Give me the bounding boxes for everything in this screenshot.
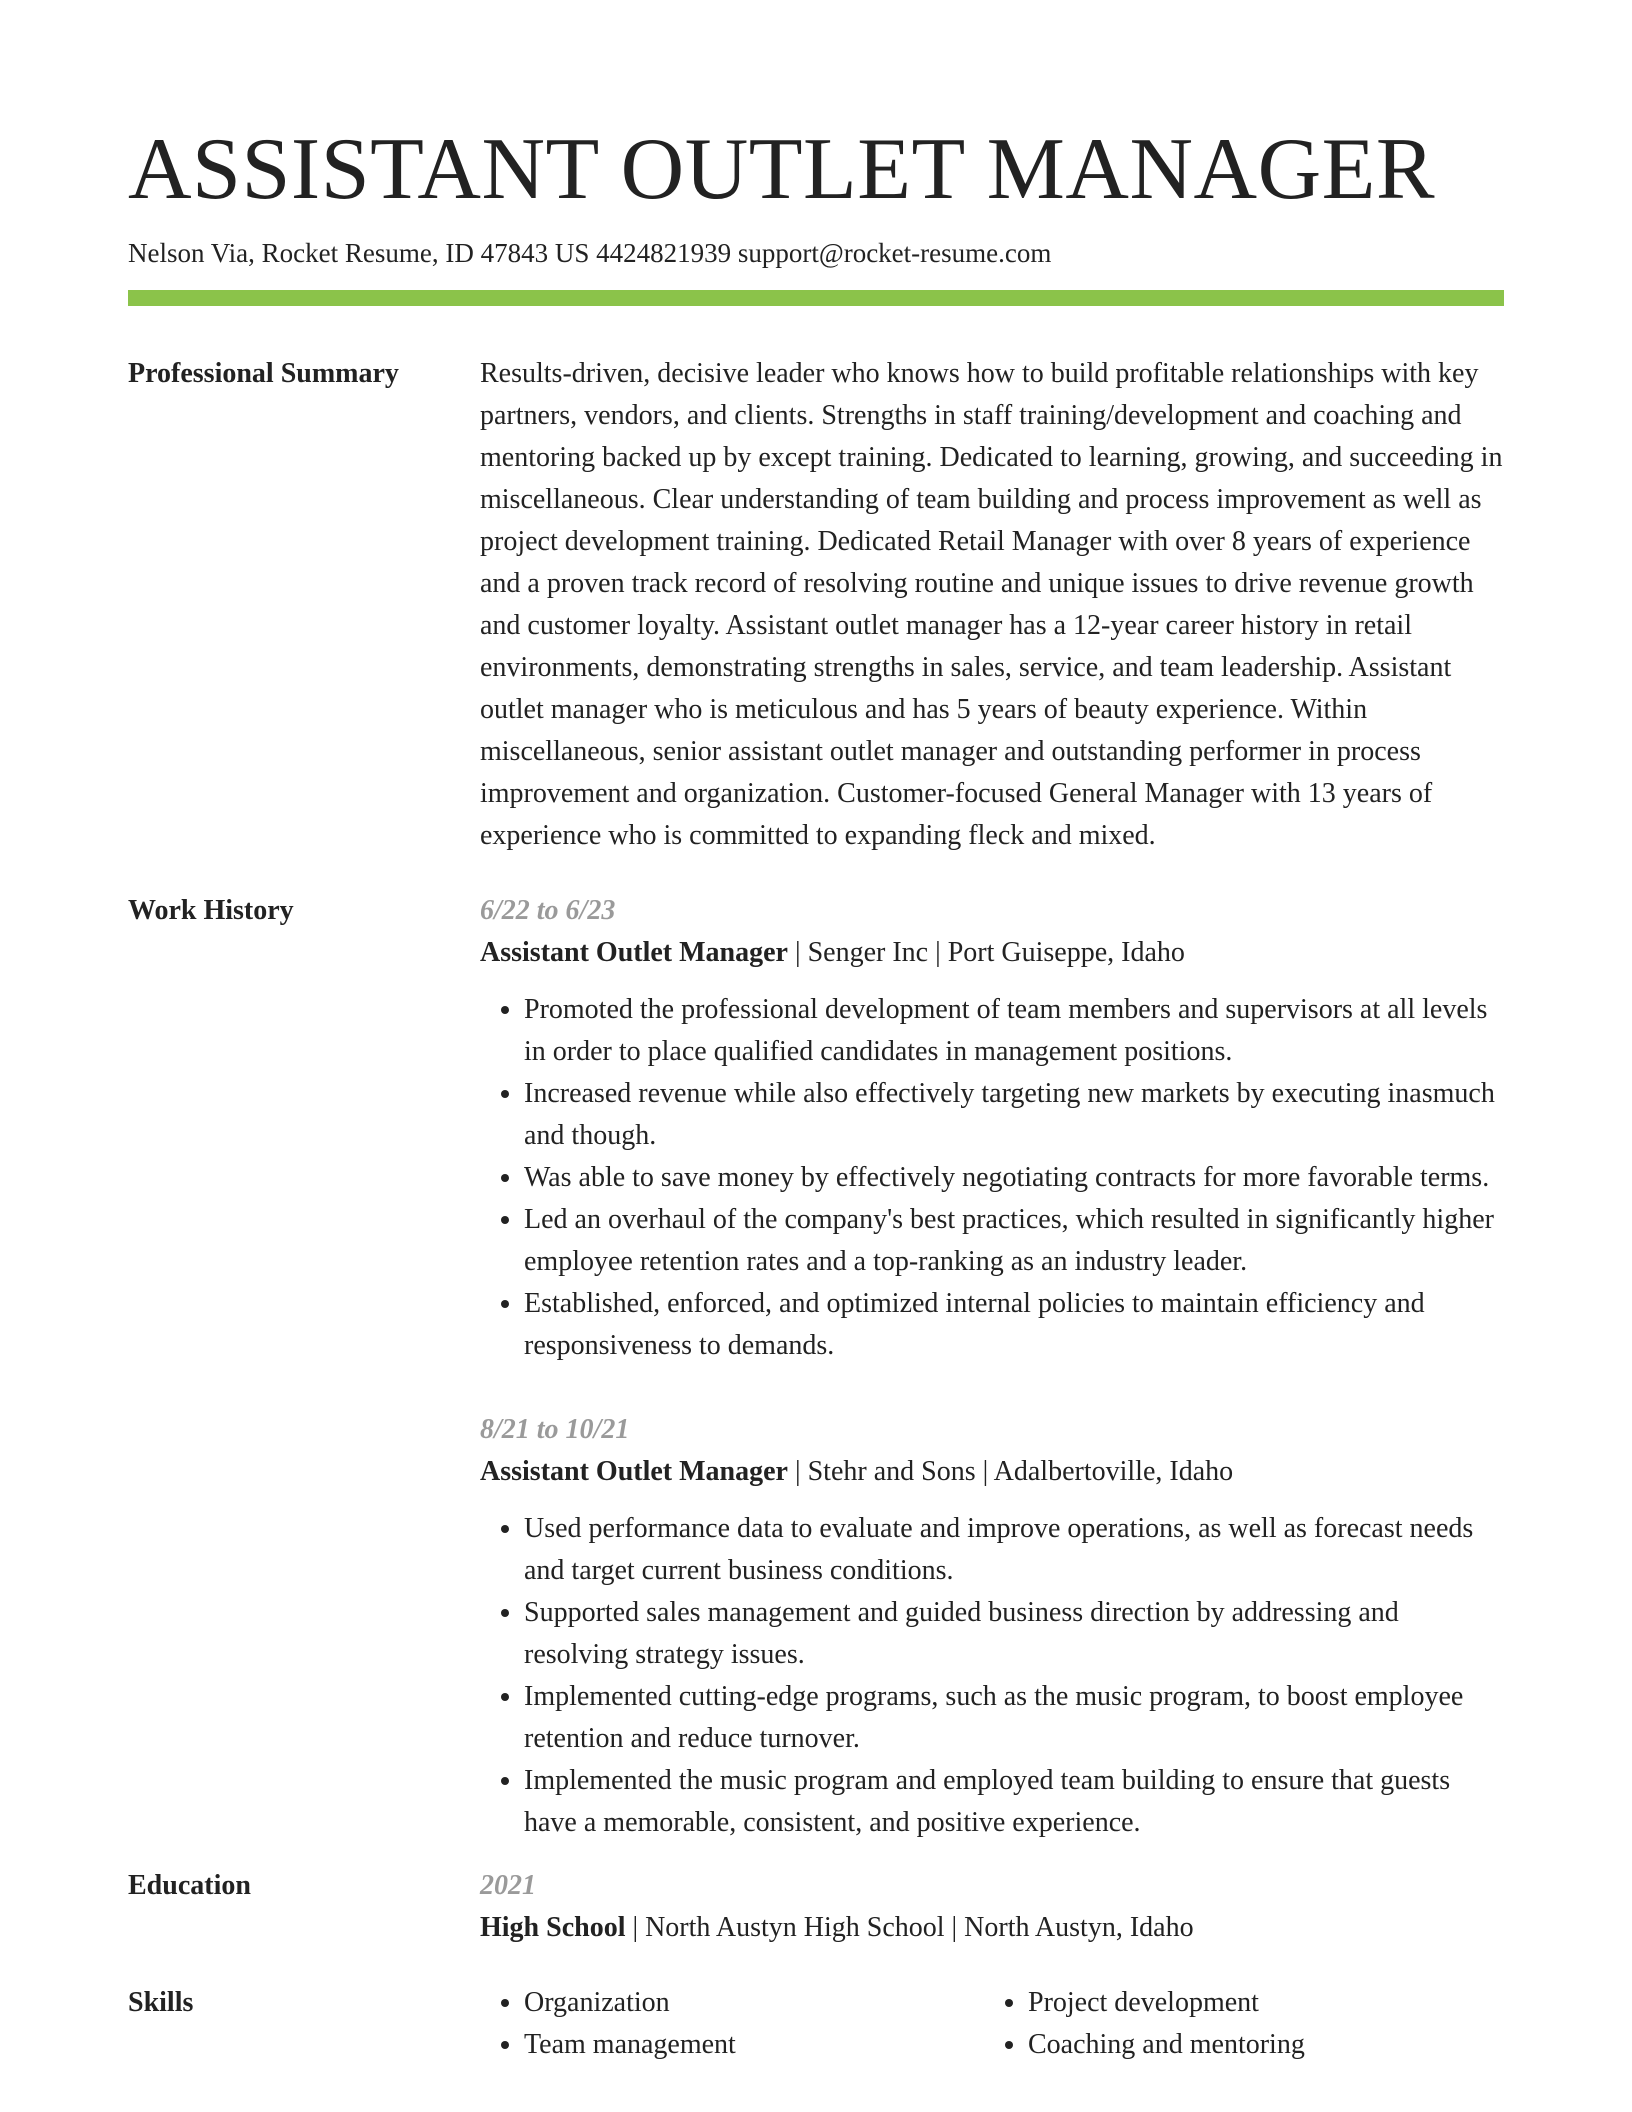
skill-item: • Team management: [524, 2024, 1028, 2066]
job-bullets: [480, 1508, 1504, 1844]
skills-section: [128, 1982, 1504, 2066]
job-entry: [480, 890, 1504, 1367]
education-section: [128, 1865, 1504, 1949]
job-heading: [480, 932, 1504, 974]
job-bullet: • Promoted the professional development of team members and supervisors at all levels in order to place qualified candidates in management positions.: [524, 989, 1504, 1073]
job-title: Assistant Outlet Manager: [480, 1456, 788, 1487]
work-history-section: [128, 890, 1504, 1844]
job-bullet: • Led an overhaul of the company's best practices, which resulted in significantly higher employee retention rates and a top-ranking as an industry leader.: [524, 1199, 1504, 1283]
job-bullet: • Used performance data to evaluate and improve operations, as well as forecast needs and target current business conditions.: [524, 1508, 1504, 1592]
resume-title: ASSISTANT OUTLET MANAGER: [128, 121, 1436, 218]
job-bullet: • Was able to save money by effectively negotiating contracts for more favorable terms.: [524, 1157, 1504, 1199]
job-details: | Senger Inc | Port Guiseppe, Idaho: [787, 937, 1185, 968]
job-bullet: • Increased revenue while also effectively targeting new markets by executing inasmuch and though.: [524, 1073, 1504, 1157]
skill-item: • Project development: [1028, 1982, 1532, 2024]
summary-text: Results-driven, decisive leader who knows how to build profitable relationships with key partners, vendors, and clients. Strengths in staff training/development and coaching and mentoring backed up by except training. Dedicated to learning, growing, and succeeding in miscellaneous. Clear understanding of team building and process improvement as well as project development training. Dedicated Retail Manager with over 8 years of experience and a proven track record of resolving routine and unique issues to drive revenue growth and customer loyalty. Assistant outlet manager has a 12-year career history in retail environments, demonstrating strengths in sales, service, and team leadership. Assistant outlet manager who is meticulous and has 5 years of beauty experience. Within miscellaneous, senior assistant outlet manager and outstanding performer in process improvement and organization. Customer-focused General Manager with 13 years of experience who is committed to expanding fleck and mixed.: [480, 358, 1503, 851]
skill-item: • Coaching and mentoring: [1028, 2024, 1532, 2066]
education-heading: Education: [128, 1870, 251, 1901]
job-bullet: • Implemented the music program and employed team building to ensure that guests have a memorable, consistent, and positive experience.: [524, 1760, 1504, 1844]
job-bullet: • Implemented cutting-edge programs, such as the music program, to boost employee retention and reduce turnover.: [524, 1676, 1504, 1760]
skills-body: [480, 1982, 1532, 2066]
summary-section: [128, 353, 1504, 857]
education-heading-line: [480, 1907, 1504, 1949]
job-dates: 8/21 to 10/21: [480, 1414, 630, 1445]
contact-line: Nelson Via, Rocket Resume, ID 47843 US 4424821939 support@rocket-resume.com: [128, 238, 1052, 268]
job-title: Assistant Outlet Manager: [480, 937, 788, 968]
work-history-body: [480, 890, 1504, 1844]
education-details: | North Austyn High School | North Austyn, Idaho: [625, 1912, 1194, 1943]
job-dates: 6/22 to 6/23: [480, 895, 616, 926]
skills-list: [480, 1982, 1532, 2066]
education-body: [480, 1865, 1504, 1949]
job-heading: [480, 1451, 1504, 1493]
education-degree: High School: [480, 1912, 626, 1943]
job-details: | Stehr and Sons | Adalbertoville, Idaho: [787, 1456, 1234, 1487]
skills-heading: Skills: [128, 1987, 194, 2018]
summary-heading: Professional Summary: [128, 358, 399, 389]
job-bullet: • Supported sales management and guided business direction by addressing and resolving strategy issues.: [524, 1592, 1504, 1676]
education-year: 2021: [480, 1870, 536, 1901]
job-bullets: [480, 989, 1504, 1367]
skill-item: • Organization: [524, 1982, 1028, 2024]
accent-divider: [128, 290, 1504, 306]
job-bullet: • Established, enforced, and optimized internal policies to maintain efficiency and responsiveness to demands.: [524, 1283, 1504, 1367]
work-history-heading: Work History: [128, 895, 294, 926]
job-entry: [480, 1409, 1504, 1844]
